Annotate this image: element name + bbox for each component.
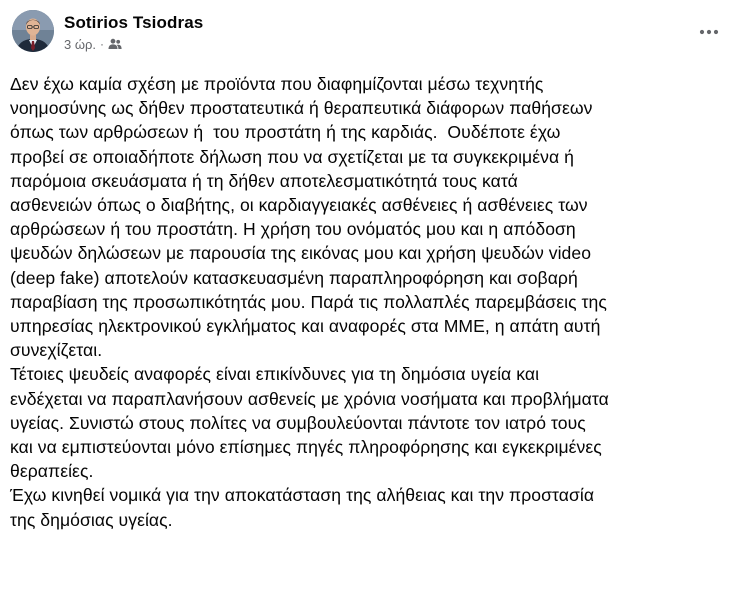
profile-photo-icon [12, 10, 54, 52]
friends-icon [108, 38, 122, 50]
post-header [12, 10, 727, 60]
more-options-button[interactable] [691, 18, 727, 46]
author-name-link[interactable]: Sotirios Tsiodras [64, 13, 204, 32]
post-paragraph: Έχω κινηθεί νομικά για την αποκατάσταση της αλήθειας και την προστασία της δημόσιας υγείας. [10, 485, 595, 530]
more-options-icon [699, 29, 719, 35]
post-timestamp-link[interactable]: 3 ώρ. [64, 36, 96, 52]
post-paragraph: Τέτοιες ψευδείς αναφορές είναι επικίνδυνες για τη δημόσια υγεία και ενδέχεται να παραπλανήσουν ασθενείς με χρόνια νοσήματα και προβλήματα υγείας. Συνιστώ στους πολίτες να συμβουλεύονται πάντοτε τον ιατρό τους και να εμπιστεύονται μόνο επίσημες πηγές πληροφόρησης και εγκεκριμένες θεραπείες. [10, 364, 609, 482]
post-meta [64, 35, 203, 53]
meta-separator: · [100, 37, 104, 51]
post-text [10, 72, 735, 532]
author-avatar[interactable] [12, 10, 54, 52]
post-paragraph: Δεν έχω καμία σχέση με προϊόντα που διαφημίζονται μέσω τεχνητής νοημοσύνης ως δήθεν προστατευτικά ή θεραπευτικά διάφορων παθήσεων όπως των αρθρώσεων ή του προστάτη ή της καρδιάς. Ουδέποτε έχω προβεί σε οποιαδήποτε δήλωση που να σχετίζεται με τα συγκεκριμένα ή παρόμοια σκευάσματα ή τη δήθεν αποτελεσματικότητά τους κατά ασθενειών όπως ο διαβήτης, οι καρδιαγγειακές ασθένειες ή ασθένειες των αρθρώσεων ή του προστάτη. Η χρήση του ονόματός μου και η απόδοση ψευδών δηλώσεων με παρουσία της εικόνας μου και χρήση ψευδών video (deep fake) αποτελούν κατασκευασμένη παραπληροφόρηση και σοβαρή παραβίαση της προσωπικότητάς μου. Παρά τις πολλαπλές παρεμβάσεις της υπηρεσίας ηλεκτρονικού εγκλήματος και αναφορές στα ΜΜΕ, η απάτη αυτή συνεχίζεται. [10, 74, 607, 361]
author-block [64, 12, 203, 53]
friends-audience-icon[interactable] [108, 38, 122, 50]
